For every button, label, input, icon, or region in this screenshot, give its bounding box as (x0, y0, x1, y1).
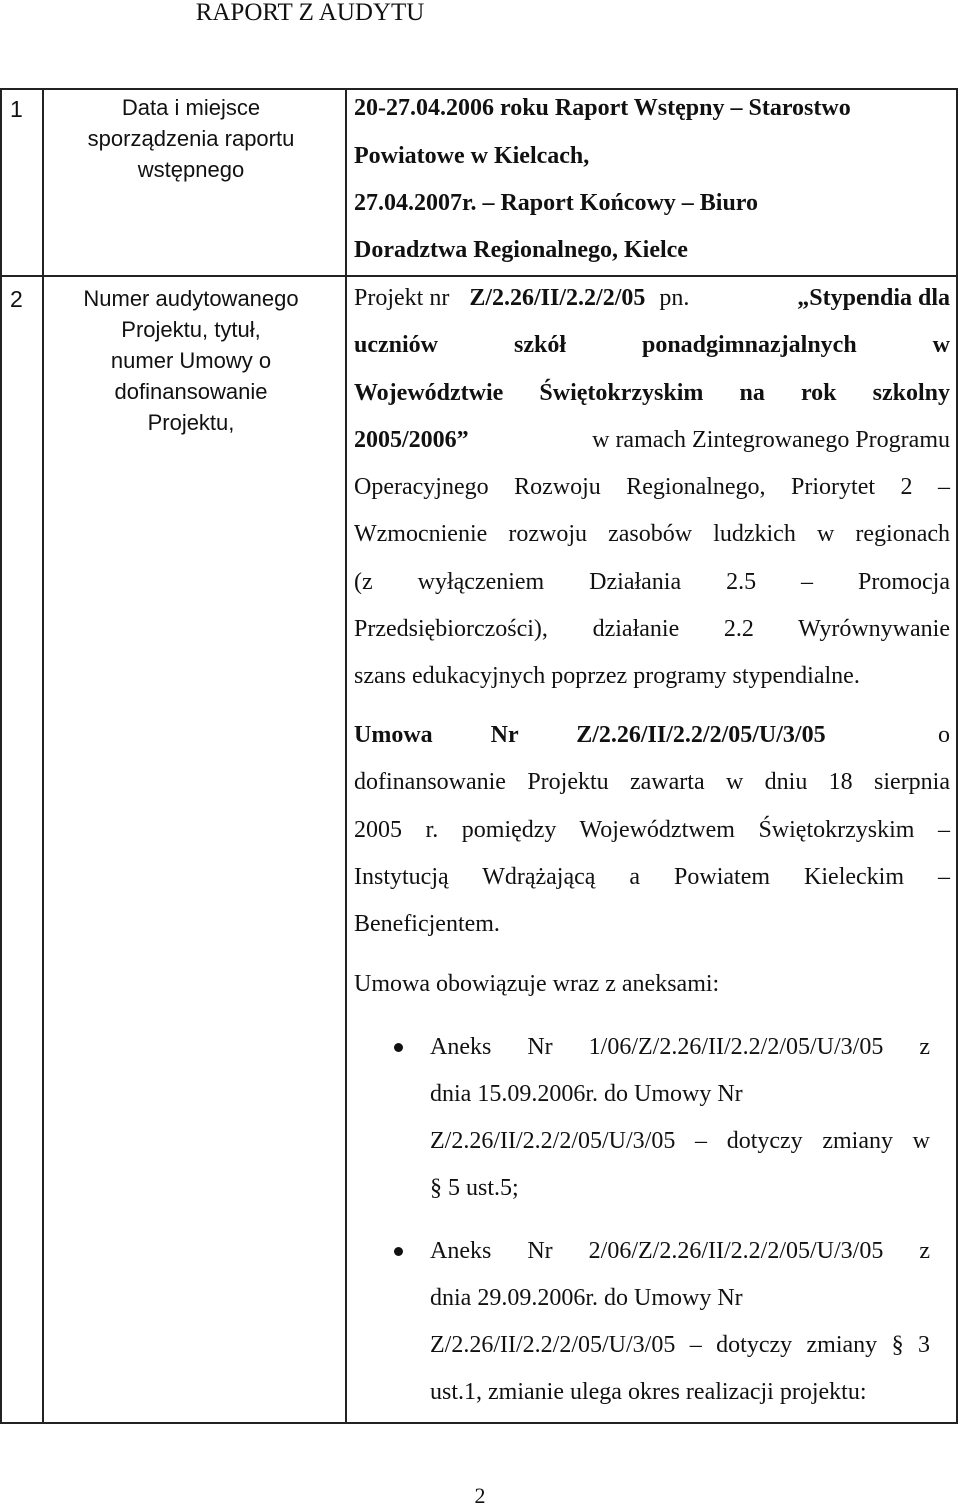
description-line: Operacyjnego Rozwoju Regionalnego, Priorytet 2 – (354, 474, 950, 500)
agreement-label: Umowa Nr Z/2.26/II/2.2/2/05/U/3/05 (354, 722, 826, 748)
description-line: Wzmocnienie rozwoju zasobów ludzkich w regionach (354, 521, 950, 547)
annex-line: ust.1, zmianie ulega okres realizacji projektu: (430, 1379, 867, 1405)
description-line: Przedsiębiorczości), działanie 2.2 Wyrównywanie (354, 616, 950, 642)
annex-line: Aneks Nr 2/06/Z/2.26/II/2.2/2/05/U/3/05 z (430, 1238, 930, 1264)
row-label-line: Data i miejsce (121, 95, 261, 120)
project-line (354, 424, 950, 456)
annex-line: dnia 15.09.2006r. do Umowy Nr (430, 1081, 743, 1107)
annex-line: dnia 29.09.2006r. do Umowy Nr (430, 1285, 743, 1311)
project-title-line: 2005/2006” (354, 427, 469, 453)
agreement-text: Instytucją Wdrążającą a Powiatem Kieleckim – (354, 864, 950, 890)
project-suffix: pn. (659, 285, 690, 311)
description-line: (z wyłączeniem Działania 2.5 – Promocja (354, 569, 950, 595)
project-intro: Projekt nr (354, 285, 450, 311)
row-label-line: Projektu, (147, 410, 235, 435)
annex-line: Aneks Nr 1/06/Z/2.26/II/2.2/2/05/U/3/05 z (430, 1034, 930, 1060)
project-line (354, 282, 950, 314)
bullet-icon (394, 1043, 403, 1052)
project-title-line: Województwie Świętokrzyskim na rok szkolny (354, 380, 950, 406)
content-line: Doradztwa Regionalnego, Kielce (354, 237, 688, 263)
column-divider-label (345, 90, 347, 1422)
annex-intro: Umowa obowiązuje wraz z aneksami: (354, 971, 720, 997)
annex-line: § 5 ust.5; (430, 1175, 519, 1201)
column-divider-number (42, 90, 44, 1422)
description-line: szans edukacyjnych poprzez programy stypendialne. (354, 663, 860, 689)
annex-item (430, 1031, 930, 1221)
row-label-line: dofinansowanie (114, 379, 268, 404)
page-number: 2 (474, 1483, 486, 1508)
row-label-line: numer Umowy o (110, 348, 272, 373)
row-label (47, 283, 335, 438)
project-title-line: uczniów szkół ponadgimnazjalnych w (354, 332, 950, 358)
agreement-text: Beneficjentem. (354, 911, 500, 937)
row-label-line: sporządzenia raportu (87, 126, 295, 151)
document-title: RAPORT Z AUDYTU (195, 0, 425, 26)
description-line: w ramach Zintegrowanego Programu (592, 427, 950, 453)
annex-line: Z/2.26/II/2.2/2/05/U/3/05 – dotyczy zmiany § 3 (430, 1332, 930, 1358)
agreement-text: 2005 r. pomiędzy Województwem Świętokrzyskim – (354, 817, 950, 843)
row-label-line: wstępnego (137, 157, 245, 182)
agreement-line (354, 719, 950, 751)
project-title-line: „Stypendia dla (797, 285, 950, 311)
row-label-line: Projektu, tytuł, (121, 317, 261, 342)
row-content-dates (354, 92, 950, 282)
bullet-icon (394, 1247, 403, 1256)
row-number: 2 (10, 286, 23, 312)
annex-item (430, 1235, 930, 1425)
agreement-text: o (938, 722, 950, 748)
row-label-line: Numer audytowanego (83, 286, 299, 311)
agreement-text: dofinansowanie Projektu zawarta w dniu 18 sierpnia (354, 769, 950, 795)
row-number: 1 (10, 96, 23, 122)
content-line: Powiatowe w Kielcach, (354, 143, 590, 169)
row-label (47, 92, 335, 185)
project-number: Z/2.26/II/2.2/2/05 (469, 285, 646, 311)
annex-line: Z/2.26/II/2.2/2/05/U/3/05 – dotyczy zmiany w (430, 1128, 930, 1154)
content-line: 20-27.04.2006 roku Raport Wstępny – Starostwo (354, 95, 851, 121)
content-line: 27.04.2007r. – Raport Końcowy – Biuro (354, 190, 759, 216)
